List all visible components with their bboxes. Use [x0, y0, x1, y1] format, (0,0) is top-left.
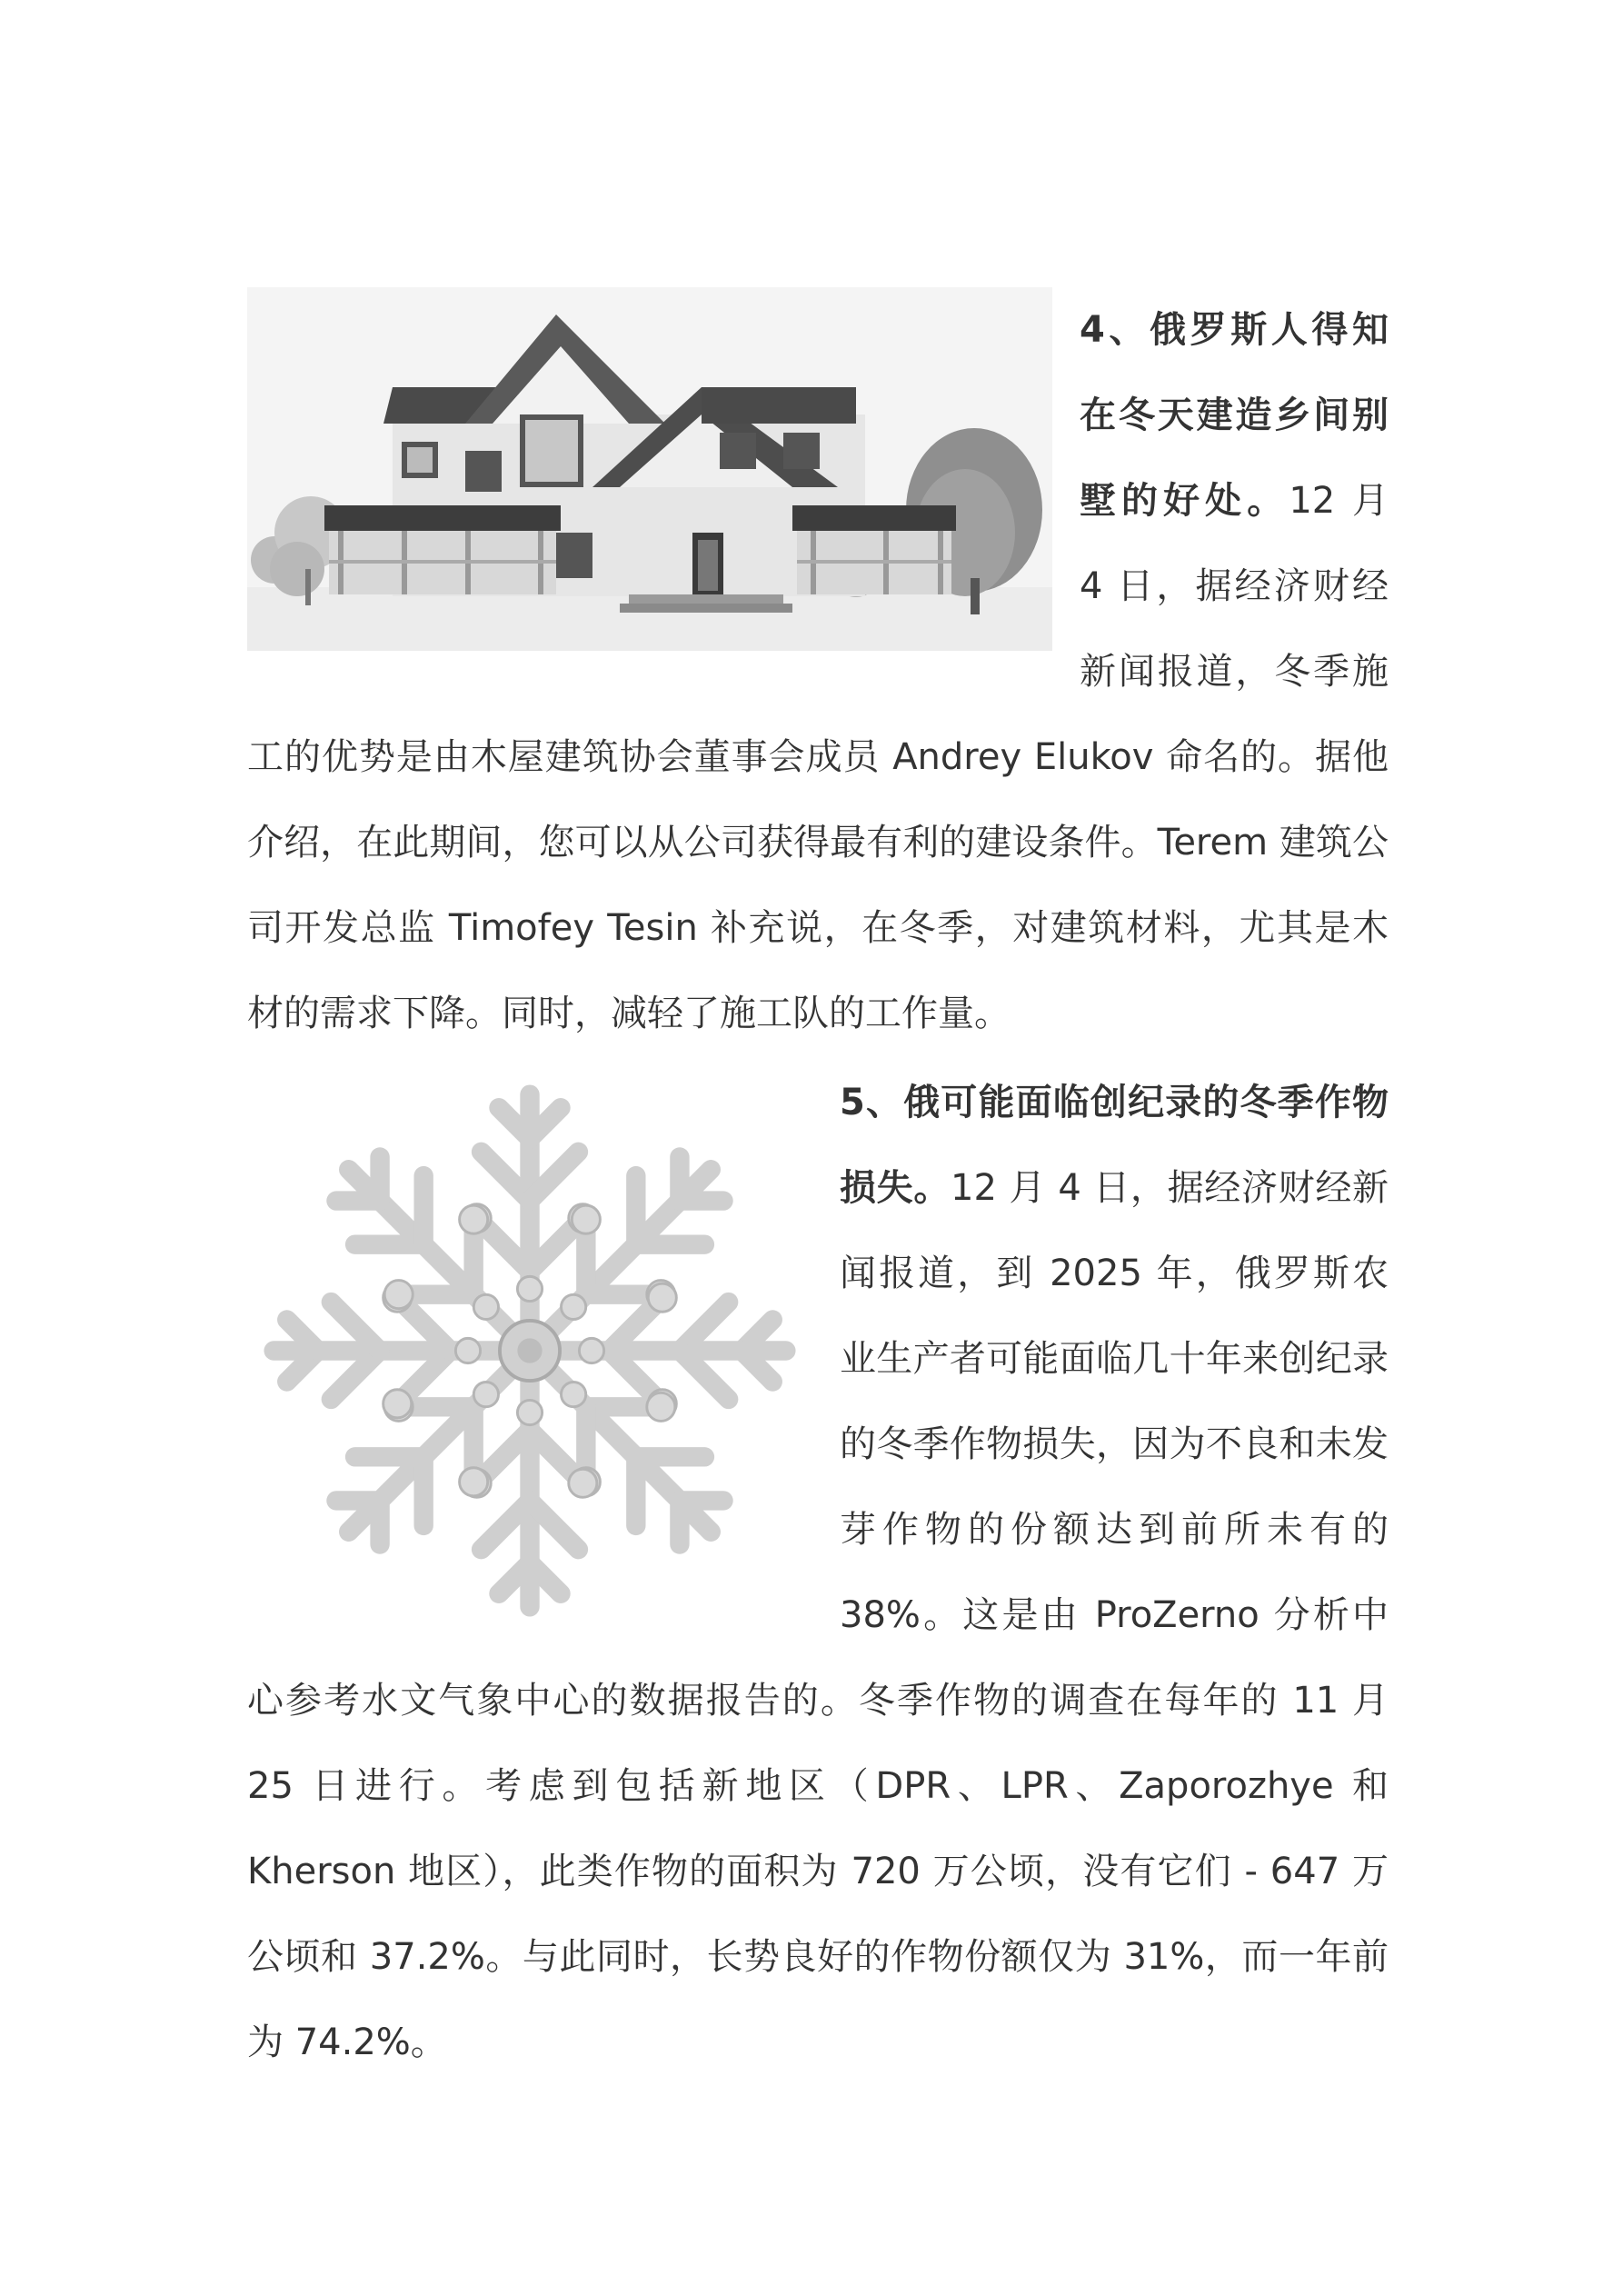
news-item-5-body: 12 月 4 日，据经济财经新闻报道，到 2025 年，俄罗斯农业生产者可能面临几十年来创纪录的冬季作物损失，因为不良和未发芽作物的份额达到前所未有的 38%。这是由 ProZerno 分析中心参考水文气象中心的数据报告的。冬季作物的调查在每年的 11 月 25 日进行。考虑到包括新地区（DPR、LPR、Zaporozhye 和 Kherson 地区），此类作物的面积为 720 万公顷，没有它们 - 647 万公顷和 37.2%。与此同时，长势良好的作物份额仅为 31%，而一年前为 74.2%。: [247, 1167, 1389, 2063]
house-icon: [247, 287, 1052, 651]
news-item-4: [247, 287, 1389, 1056]
country-house-image: [247, 287, 1052, 651]
snowflake-image: [247, 1060, 812, 1642]
news-item-4-heading: 4、俄罗斯人得知在冬天建造乡间别墅的好处。: [1080, 309, 1389, 522]
snowflake-icon: [247, 1060, 812, 1642]
news-item-5: [247, 1060, 1389, 2085]
news-item-5-heading: 5、俄可能面临创纪录的冬季作物损失。: [840, 1082, 1389, 1209]
news-item-4-body: 12 月 4 日，据经济财经新闻报道，冬季施工的优势是由木屋建筑协会董事会成员 Andrey Elukov 命名的。据他介绍，在此期间，您可以从公司获得最有利的建设条件。Terem 建筑公司开发总监 Timofey Tesin 补充说，在冬季，对建筑材料，尤其是木材的需求下降。同时，减轻了施工队的工作量。: [247, 480, 1389, 1034]
